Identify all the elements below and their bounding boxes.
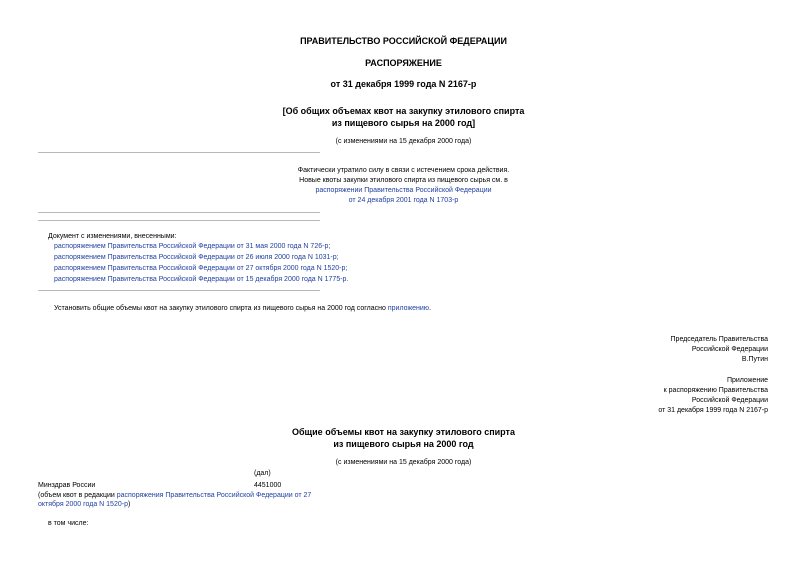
signature-name: В.Путин — [741, 356, 768, 363]
appendix-link[interactable]: приложению — [387, 305, 430, 312]
quota-note-line2 — [38, 501, 130, 508]
row-value: 4451000 — [254, 482, 282, 489]
appendix-title-line1: Общие объемы квот на закупку этилового спирта — [292, 427, 515, 437]
body-paragraph — [54, 305, 431, 312]
appendix-ref-line4: от 31 декабря 1999 года N 2167-р — [658, 407, 768, 414]
document-title-line2: из пищевого сырья на 2000 год] — [331, 118, 476, 128]
signature-line2: Российской Федерации — [691, 346, 768, 353]
amendments-intro: Документ с изменениями, внесенными: — [48, 233, 177, 240]
government-name: ПРАВИТЕЛЬСТВО РОССИЙСКОЙ ФЕДЕРАЦИИ — [300, 36, 507, 46]
new-quota-link-line1[interactable]: распоряжении Правительства Российской Федерации — [315, 187, 492, 194]
status-line1: Фактически утратило силу в связи с истечением срока действия. — [297, 167, 510, 174]
document-type: РАСПОРЯЖЕНИЕ — [365, 58, 442, 68]
row-label: Минздрав России — [38, 482, 96, 489]
amendment-link-4[interactable]: распоряжением Правительства Российской Федерации от 15 декабря 2000 года N 1775-р. — [54, 276, 349, 283]
divider — [38, 152, 320, 153]
including-label: в том числе: — [48, 520, 89, 527]
quota-note-link-line1[interactable]: распоряжения Правительства Российской Федерации от 27 — [116, 492, 312, 499]
divider — [38, 290, 320, 291]
amended-note: (с изменениями на 15 декабря 2000 года) — [335, 138, 472, 145]
appendix-title-line2: из пищевого сырья на 2000 год — [333, 439, 474, 449]
appendix-ref-line1: Приложение — [726, 377, 768, 384]
body-end: . — [429, 305, 432, 312]
amendment-link-1[interactable]: распоряжением Правительства Российской Федерации от 31 мая 2000 года N 726-р; — [54, 243, 331, 250]
signature-line1: Председатель Правительства — [670, 336, 768, 343]
quota-note-suffix: ) — [127, 501, 131, 508]
quota-note-link-line2[interactable]: октября 2000 года N 1520-р — [38, 501, 128, 508]
quota-note-line1 — [38, 492, 311, 499]
appendix-ref-line2: к распоряжению Правительства — [663, 387, 768, 394]
amendment-link-2[interactable]: распоряжением Правительства Российской Федерации от 26 июля 2000 года N 1031-р; — [54, 254, 339, 261]
unit-label: (дал) — [254, 470, 271, 477]
quota-note-prefix: (объем квот в редакции — [38, 492, 117, 499]
document-title-line1: [Об общих объемах квот на закупку этилового спирта — [282, 106, 525, 116]
status-line2: Новые квоты закупки этилового спирта из пищевого сырья см. в — [299, 177, 508, 184]
appendix-ref-line3: Российской Федерации — [691, 397, 768, 404]
amendment-link-3[interactable]: распоряжением Правительства Российской Федерации от 27 октября 2000 года N 1520-р; — [54, 265, 348, 272]
new-quota-link-line2[interactable]: от 24 декабря 2001 года N 1703-р — [348, 197, 459, 204]
document-date-number: от 31 декабря 1999 года N 2167-р — [330, 79, 477, 89]
divider — [38, 212, 320, 213]
appendix-amended-note: (с изменениями на 15 декабря 2000 года) — [335, 459, 472, 466]
body-text: Установить общие объемы квот на закупку этилового спирта из пищевого сырья на 2000 год согласно — [54, 305, 388, 312]
divider — [38, 220, 320, 221]
